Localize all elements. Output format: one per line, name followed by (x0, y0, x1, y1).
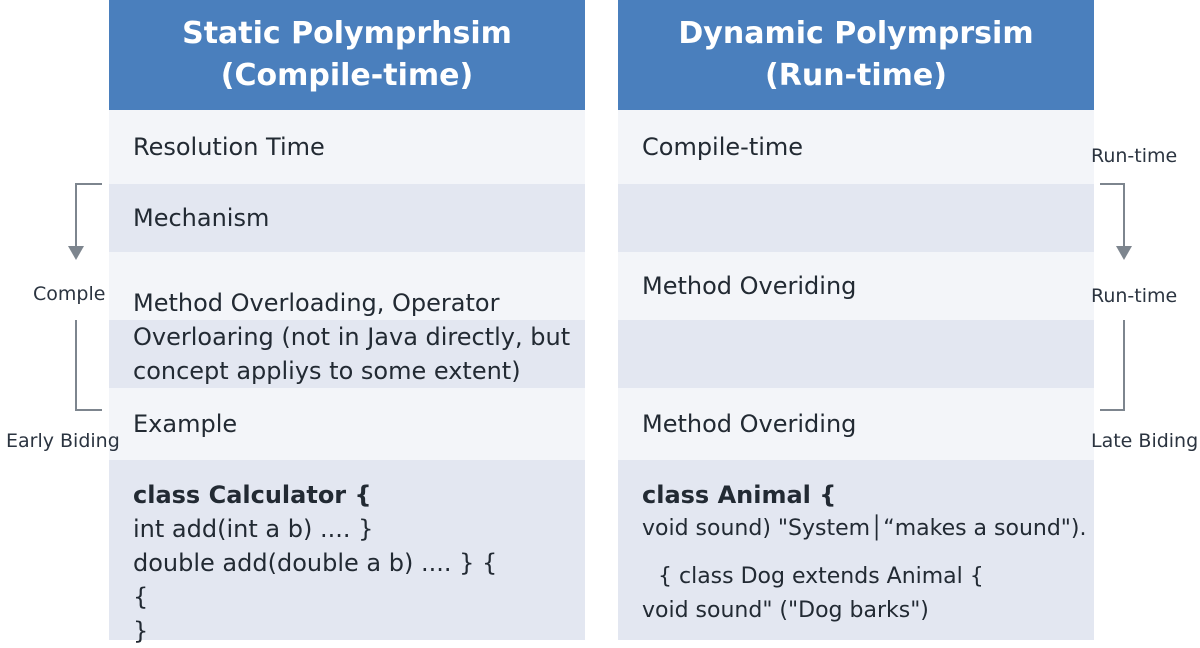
code-line: int add(int a b) .... } (133, 515, 374, 543)
mechanism-value-line3: concept appliys to some extent) (133, 357, 521, 385)
resolution-time-label: Resolution Time (133, 133, 325, 161)
right-runtime-mid-annotation: Run-time (1091, 285, 1178, 307)
example-label: Example (133, 410, 238, 438)
left-arrow-head-icon (68, 246, 84, 260)
left-lower-bracket (76, 320, 102, 410)
code-line: class Calculator { (133, 481, 372, 509)
mechanism-value-line2: Overloaring (not in Java directly, but (133, 323, 571, 351)
code-line: } (133, 617, 149, 645)
resolution-time-value: Compile-time (642, 133, 804, 161)
dynamic-title: Dynamic Polymprsim (678, 16, 1034, 51)
mechanism-value-line1: Method Overloading, Operator (133, 289, 500, 317)
code-line: class Animal { (642, 481, 837, 509)
left-compile-annotation: Comple (33, 283, 106, 305)
code-line: double add(double a b) .... } { (133, 549, 498, 577)
code-line: void sound" ("Dog barks") (642, 598, 929, 623)
right-arrow-line (1100, 184, 1124, 248)
left-arrow-line (76, 184, 102, 248)
static-title: Static Polymprhsim (182, 16, 512, 51)
right-arrow-head-icon (1116, 246, 1132, 260)
right-runtime-top-annotation: Run-time (1091, 145, 1178, 167)
right-lower-bracket (1100, 320, 1124, 410)
static-subtitle: (Compile-time) (220, 58, 474, 93)
left-early-binding-annotation: Early Biding (6, 430, 120, 452)
right-late-binding-annotation: Late Biding (1091, 430, 1199, 452)
code-line: { class Dog extends Animal { (658, 564, 984, 589)
mechanism-value: Method Overiding (642, 272, 857, 300)
code-line: void sound) "System│“makes a sound"). (642, 516, 1087, 541)
code-line: { (133, 583, 149, 611)
dynamic-subtitle: (Run-time) (765, 58, 947, 93)
mechanism-label: Mechanism (133, 204, 270, 232)
example-value: Method Overiding (642, 410, 857, 438)
